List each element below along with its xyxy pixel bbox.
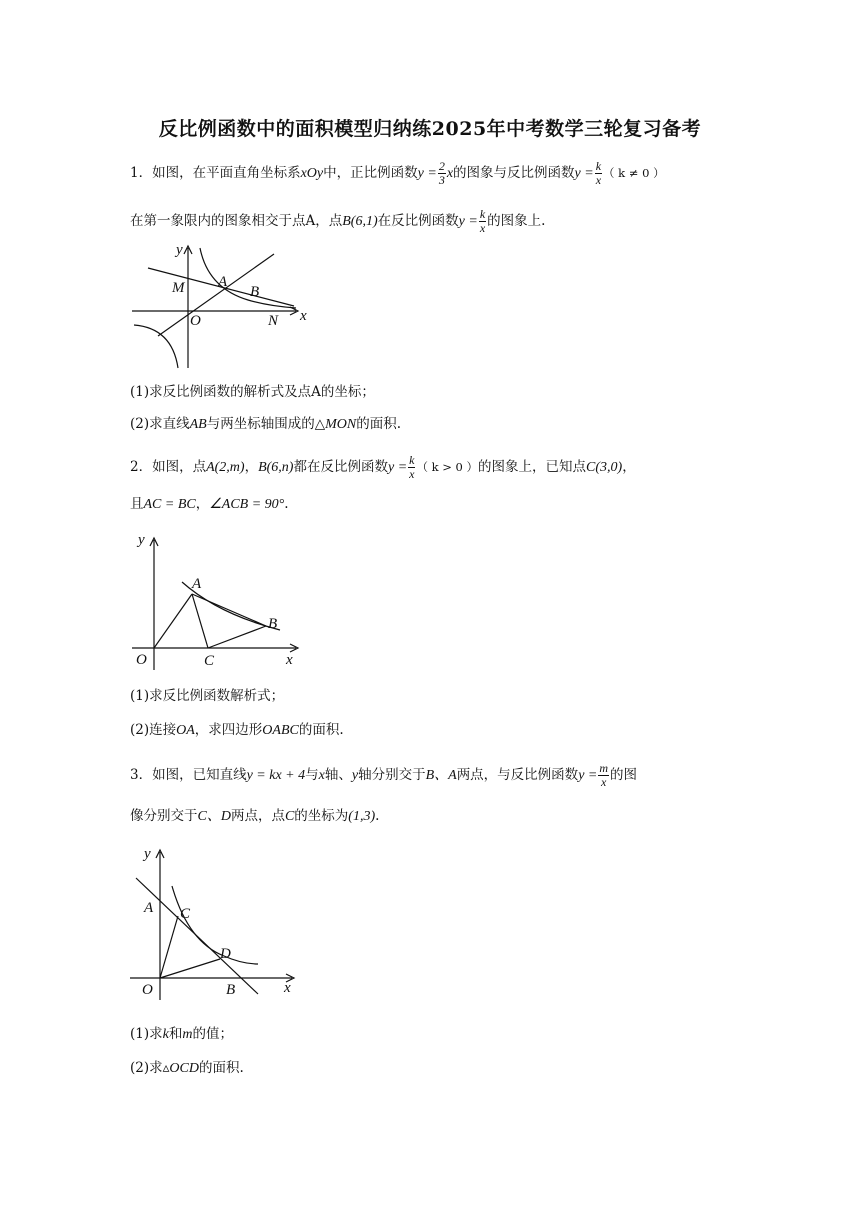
- label-B: B: [226, 982, 236, 998]
- segment-cb: [208, 626, 266, 648]
- label-A: A: [192, 576, 202, 592]
- label-B: B: [250, 284, 260, 300]
- problem-2-statement-line1: 2．如图，点A(2,m)，B(6,n)都在反比例函数y = $\frac{k}{x}$ （ k > 0 ）的图象上，已知点C(3,0)，: [130, 453, 636, 481]
- problem-3-statement-line2: 像分别交于C、D两点，点C的坐标为(1,3).: [130, 808, 380, 824]
- segment-oc: [160, 916, 178, 978]
- label-y: y: [176, 242, 183, 258]
- problem-2-question-1: (1)求反比例函数解析式；: [130, 688, 285, 704]
- fraction: $\frac{k}{x}$: [479, 207, 486, 235]
- label-A: A: [218, 274, 228, 290]
- label-D: D: [220, 946, 231, 962]
- problem-1-statement-line2: 在第一象限内的图象相交于点A，点B(6,1)在反比例函数y = $\frac{k}{x}$ 的图象上.: [130, 207, 546, 235]
- segment-od: [160, 959, 220, 978]
- segment-ac: [192, 594, 208, 648]
- problem-1-figure: [128, 240, 308, 370]
- problem-2-statement-line2: 且AC = BC，∠ACB = 90°.: [130, 496, 289, 512]
- label-N: N: [268, 313, 279, 329]
- problem-3-statement-line1: 3．如图，已知直线y = kx + 4与x轴、y轴分别交于B、A两点，与反比例函数y = $\frac{m}{x}$ 的图: [130, 761, 638, 789]
- problem-1-question-2: (2)求直线AB与两坐标轴围成的△MON的面积.: [130, 416, 402, 432]
- label-y: y: [138, 532, 145, 548]
- problem-3-question-1: (1)求k和m的值；: [130, 1026, 233, 1042]
- page-title: 反比例函数中的面积模型归纳练2025年中考数学三轮复习备考: [158, 118, 702, 140]
- label-A: A: [144, 900, 154, 916]
- label-O: O: [136, 652, 147, 668]
- fraction: $\frac{m}{x}$: [599, 761, 609, 789]
- label-M: M: [172, 280, 185, 296]
- problem-3-figure: [126, 842, 306, 1002]
- problem-3-question-2: (2)求▵OCD的面积.: [130, 1060, 244, 1076]
- label-y: y: [144, 846, 151, 862]
- problem-2-question-2: (2)连接OA，求四边形OABC的面积.: [130, 722, 344, 738]
- label-x: x: [300, 308, 307, 324]
- hyperbola-branch-1: [200, 248, 296, 308]
- problem-1-question-1: (1)求反比例函数的解析式及点A的坐标；: [130, 384, 375, 400]
- problem-1-statement-line1: 1．如图，在平面直角坐标系xOy中，正比例函数y = $\frac{2}{3}$ x的图象与反比例函数y = $\frac{k}{x}$ （ k ≠ 0 ）: [130, 159, 665, 187]
- line-ab: [136, 878, 258, 994]
- fraction: $\frac{2}{3}$: [438, 159, 445, 187]
- label-C: C: [180, 906, 191, 922]
- segment-oa: [154, 594, 192, 648]
- fraction: $\frac{k}{x}$: [409, 453, 415, 481]
- hyperbola-branch-2: [134, 325, 178, 368]
- segment-ab: [192, 594, 266, 626]
- label-O: O: [142, 982, 153, 998]
- label-x: x: [286, 652, 293, 668]
- problem-2-figure: [128, 528, 308, 673]
- label-B: B: [268, 616, 278, 632]
- label-C: C: [204, 653, 215, 669]
- label-x: x: [284, 980, 291, 996]
- label-O: O: [190, 313, 201, 329]
- fraction: $\frac{k}{x}$: [595, 159, 602, 187]
